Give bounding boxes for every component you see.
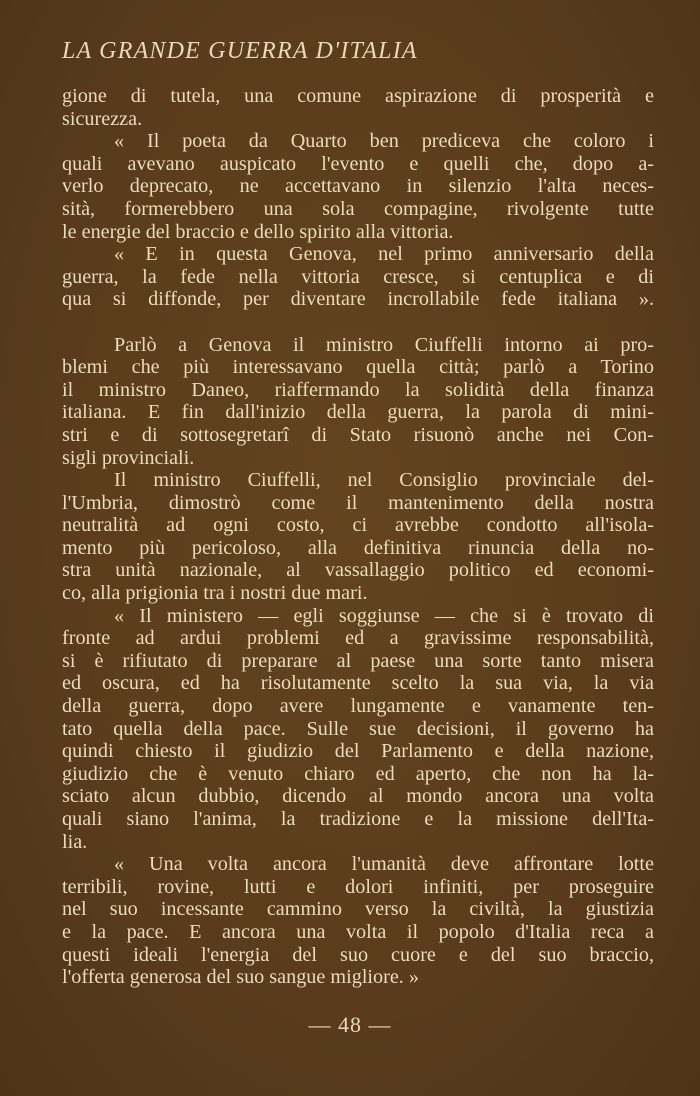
running-head: LA GRANDE GUERRA D'ITALIA <box>62 38 418 64</box>
text-line: della guerra, dopo avere lungamente e vanamente ten- <box>62 695 654 718</box>
text-line: « Il ministero — egli soggiunse — che si è trovato di <box>114 604 654 627</box>
text-line: quindi chiesto il giudizio del Parlamento e della nazione, <box>62 740 654 763</box>
text-line: verlo deprecato, ne accettavano in silenzio l'alta neces- <box>62 175 654 198</box>
text-line: terribili, rovine, lutti e dolori infiniti, per proseguire <box>62 875 654 898</box>
text-line: « Il poeta da Quarto ben prediceva che coloro i <box>114 130 654 153</box>
text-line: « E in questa Genova, nel primo anniversario della <box>114 243 654 266</box>
text-line: tato quella della pace. Sulle sue decisioni, il governo ha <box>62 717 654 740</box>
text-line: fronte ad ardui problemi ed a gravissime responsabilità, <box>62 627 654 650</box>
text-line: co, alla prigionia tra i nostri due mari. <box>62 582 368 605</box>
text-line: si è rifiutato di preparare al paese una sorte tanto misera <box>62 649 654 672</box>
text-line: Parlò a Genova il ministro Ciuffelli intorno ai pro- <box>114 333 654 356</box>
text-line: questi ideali l'energia del suo cuore e del suo braccio, <box>62 943 654 966</box>
text-line: gione di tutela, una comune aspirazione di prosperità e <box>62 85 654 107</box>
text-line: neutralità ad ogni costo, ci avrebbe condotto all'isola- <box>62 514 654 537</box>
body-text <box>62 85 654 989</box>
text-line: l'Umbria, dimostrò come il mantenimento della nostra <box>62 491 654 514</box>
paragraph-spacer <box>62 311 654 334</box>
text-line: sicurezza. <box>62 107 143 130</box>
text-line: le energie del braccio e dello spirito alla vittoria. <box>62 220 454 243</box>
text-line: ed oscura, ed ha risolutamente scelto la sua via, la via <box>62 672 654 695</box>
text-line: stri e di sottosegretarî di Stato risuonò anche nei Con- <box>62 423 654 446</box>
text-line: qua si diffonde, per diventare incrollabile fede italiana ». <box>62 288 654 311</box>
text-line: nel suo incessante cammino verso la civiltà, la giustizia <box>62 898 654 921</box>
text-line: italiana. E fin dall'inizio della guerra, la parola di mini- <box>62 401 654 424</box>
text-line: il ministro Daneo, riaffermando la solidità della finanza <box>62 378 654 401</box>
text-line: sigli provinciali. <box>62 446 195 469</box>
page-number: — 48 — <box>308 1012 392 1037</box>
text-line: lia. <box>62 830 88 853</box>
text-line: « Una volta ancora l'umanità deve affrontare lotte <box>114 853 654 876</box>
text-line: l'offerta generosa del suo sangue migliore. » <box>62 966 419 989</box>
text-line: sciato alcun dubbio, dicendo al mondo ancora una volta <box>62 785 654 808</box>
text-line: giudizio che è venuto chiaro ed aperto, che non ha la- <box>62 762 654 785</box>
text-line: quali avevano auspicato l'evento e quelli che, dopo a- <box>62 152 654 175</box>
text-line: Il ministro Ciuffelli, nel Consiglio provinciale del- <box>114 469 654 492</box>
text-line: e la pace. E ancora una volta il popolo d'Italia reca a <box>62 920 654 943</box>
text-line: mento più pericoloso, alla definitiva rinuncia della no- <box>62 536 654 559</box>
text-line: sità, formerebbero una sola compagine, rivolgente tutte <box>62 197 654 220</box>
text-line: quali siano l'anima, la tradizione e la missione dell'Ita- <box>62 808 654 830</box>
text-line: stra unità nazionale, al vassallaggio politico ed economi- <box>62 559 654 582</box>
text-line: guerra, la fede nella vittoria cresce, si centuplica e di <box>62 265 654 288</box>
text-line: blemi che più interessavano quella città; parlò a Torino <box>62 356 654 379</box>
